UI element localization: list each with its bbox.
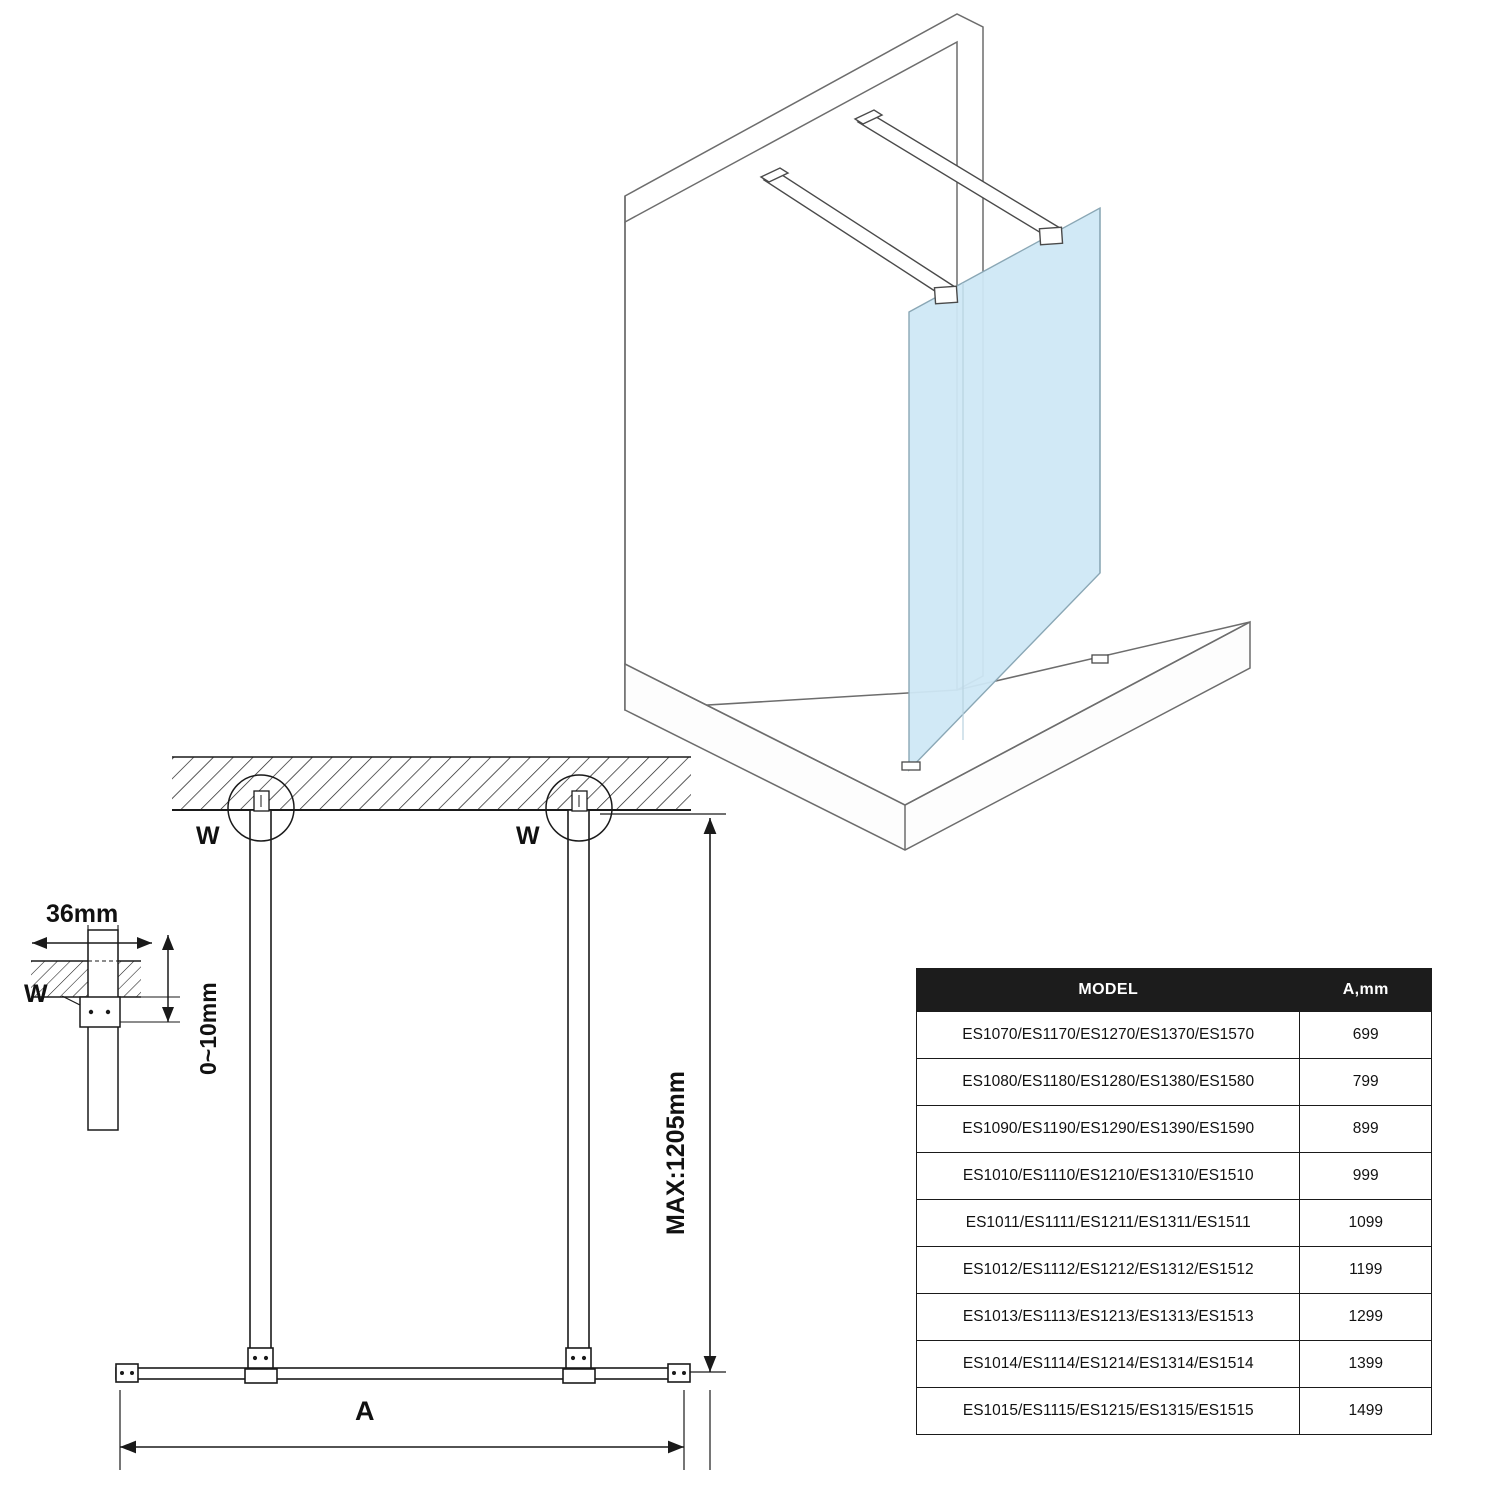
cell-model: ES1090/ES1190/ES1290/ES1390/ES1590 [917, 1106, 1300, 1153]
table-header-row [917, 969, 1432, 1012]
cell-a: 1499 [1300, 1388, 1432, 1435]
table-row [917, 1294, 1432, 1341]
cell-model: ES1014/ES1114/ES1214/ES1314/ES1514 [917, 1341, 1300, 1388]
bottom-rail [116, 1364, 690, 1383]
vertical-post-right [566, 810, 591, 1370]
table-header-model: MODEL [917, 969, 1300, 1012]
cell-a: 699 [1300, 1012, 1432, 1059]
support-bar-lower [761, 168, 958, 304]
cell-a: 799 [1300, 1059, 1432, 1106]
table-row [917, 1341, 1432, 1388]
label-max-height: MAX:1205mm [662, 1071, 690, 1235]
table-row [917, 1012, 1432, 1059]
cell-a: 899 [1300, 1106, 1432, 1153]
bracket-detail-view [31, 925, 180, 1130]
table-row [917, 1388, 1432, 1435]
table-header-a: A,mm [1300, 969, 1432, 1012]
width-dimension-A [120, 1390, 710, 1470]
cell-model: ES1010/ES1110/ES1210/ES1310/ES1510 [917, 1153, 1300, 1200]
label-width-a: A [355, 1396, 375, 1426]
label-w-detail: W [24, 980, 48, 1008]
perspective-view [625, 14, 1250, 850]
cell-model: ES1070/ES1170/ES1270/ES1370/ES1570 [917, 1012, 1300, 1059]
table-row [917, 1153, 1432, 1200]
cell-a: 999 [1300, 1153, 1432, 1200]
table-row [917, 1059, 1432, 1106]
table-row [917, 1247, 1432, 1294]
ceiling-hatch [172, 757, 691, 810]
front-elevation-view [116, 757, 726, 1470]
label-thickness: 36mm [46, 900, 119, 928]
table-row [917, 1106, 1432, 1153]
label-gap: 0~10mm [195, 982, 221, 1075]
cell-model: ES1013/ES1113/ES1213/ES1313/ES1513 [917, 1294, 1300, 1341]
label-w-left: W [196, 822, 220, 850]
cell-model: ES1012/ES1112/ES1212/ES1312/ES1512 [917, 1247, 1300, 1294]
cell-a: 1099 [1300, 1200, 1432, 1247]
cell-a: 1299 [1300, 1294, 1432, 1341]
cell-a: 1199 [1300, 1247, 1432, 1294]
model-spec-table [916, 968, 1432, 1435]
label-w-right: W [516, 822, 540, 850]
cell-model: ES1080/ES1180/ES1280/ES1380/ES1580 [917, 1059, 1300, 1106]
cell-model: ES1011/ES1111/ES1211/ES1311/ES1511 [917, 1200, 1300, 1247]
vertical-post-left [248, 810, 273, 1370]
cell-a: 1399 [1300, 1341, 1432, 1388]
cell-model: ES1015/ES1115/ES1215/ES1315/ES1515 [917, 1388, 1300, 1435]
table-row [917, 1200, 1432, 1247]
